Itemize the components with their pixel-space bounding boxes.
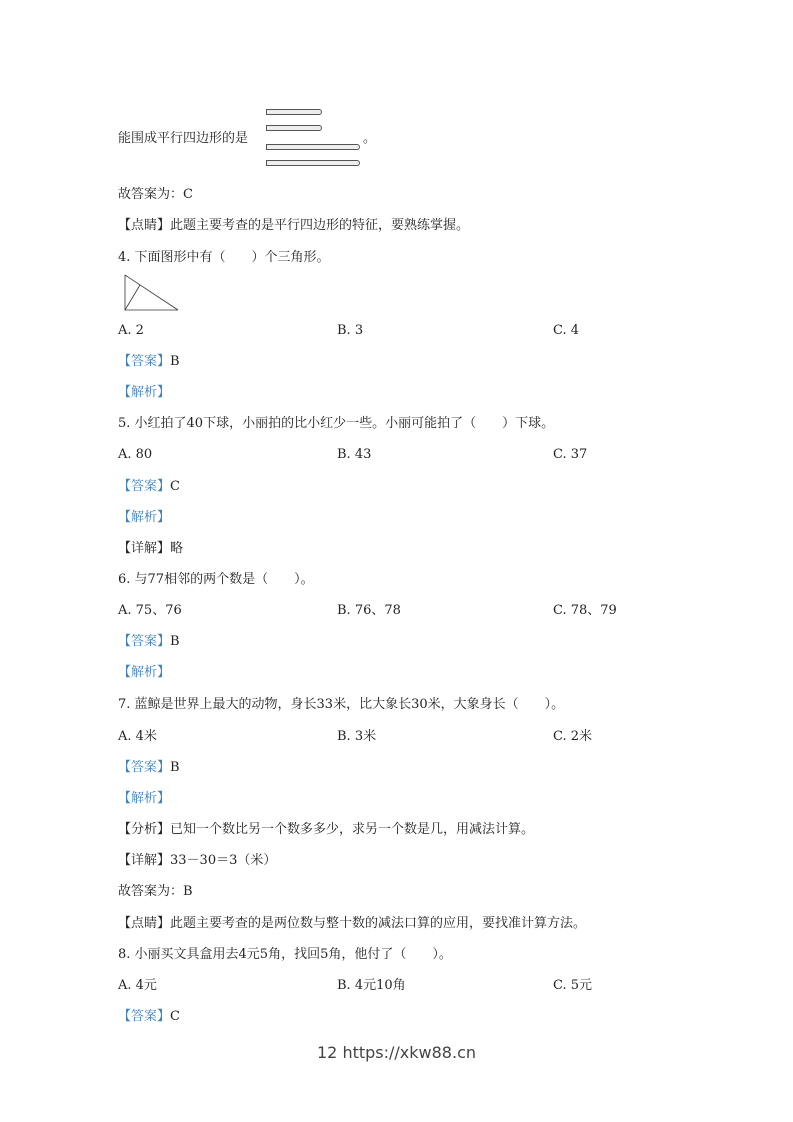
q3-text: 能围成平行四边形的是 <box>118 131 249 146</box>
q3-answer: 故答案为：C <box>118 187 193 202</box>
q5-stem: 5. 小红拍了40下球，小丽拍的比小红少一些。小丽可能拍了（ ）下球。 <box>118 416 555 431</box>
q8-answer: 【答案】C <box>118 1009 180 1024</box>
q3-period: 。 <box>363 131 377 146</box>
q6-stem: 6. 与77相邻的两个数是（ ）。 <box>118 572 314 587</box>
q7-option-b: B. 3米 <box>337 729 377 744</box>
q4-option-c: C. 4 <box>553 323 580 338</box>
q7-option-a: A. 4米 <box>118 729 157 744</box>
q6-analysis-label: 【解析】 <box>118 665 171 680</box>
q6-option-a: A. 75、76 <box>118 603 182 618</box>
page-footer: 12 https://xkw88.cn <box>317 1043 476 1062</box>
q7-answer: 【答案】B <box>118 760 180 775</box>
q7-analysis-label: 【解析】 <box>118 791 171 806</box>
q4-option-b: B. 3 <box>337 323 364 338</box>
q3-conclusion <box>118 131 248 147</box>
q7-option-c: C. 2米 <box>553 729 593 744</box>
q5-answer: 【答案】C <box>118 479 180 494</box>
q7-final: 故答案为：B <box>118 884 193 899</box>
q6-answer: 【答案】B <box>118 634 180 649</box>
q5-option-b: B. 43 <box>337 447 372 462</box>
q5-analysis-label: 【解析】 <box>118 510 171 525</box>
q5-option-a: A. 80 <box>118 447 153 462</box>
triangle-figure <box>124 273 180 313</box>
q6-option-c: C. 78、79 <box>553 603 617 618</box>
q7-fenxi: 【分析】已知一个数比另一个数多多少，求另一个数是几，用减法计算。 <box>118 822 535 837</box>
q5-option-c: C. 37 <box>553 447 588 462</box>
q8-option-c: C. 5元 <box>553 978 593 993</box>
q4-analysis-label: 【解析】 <box>118 385 171 400</box>
q7-stem: 7. 蓝鲸是世界上最大的动物，身长33米，比大象长30米，大象身长（ ）。 <box>118 697 565 712</box>
q5-detail: 【详解】略 <box>118 541 184 556</box>
q6-option-b: B. 76、78 <box>337 603 401 618</box>
q8-option-a: A. 4元 <box>118 978 157 993</box>
q4-option-a: A. 2 <box>118 323 144 338</box>
q3-tip: 【点睛】此题主要考查的是平行四边形的特征，要熟练掌握。 <box>118 218 470 233</box>
q4-stem: 4. 下面图形中有（ ）个三角形。 <box>118 250 330 265</box>
q8-stem: 8. 小丽买文具盒用去4元5角，找回5角，他付了（ ）。 <box>118 947 452 962</box>
q7-tip: 【点睛】此题主要考查的是两位数与整十数的减法口算的应用，要找准计算方法。 <box>118 916 587 931</box>
q7-detail: 【详解】33－30＝3（米） <box>118 853 277 868</box>
q4-answer: 【答案】B <box>118 354 180 369</box>
q8-option-b: B. 4元10角 <box>337 978 406 993</box>
